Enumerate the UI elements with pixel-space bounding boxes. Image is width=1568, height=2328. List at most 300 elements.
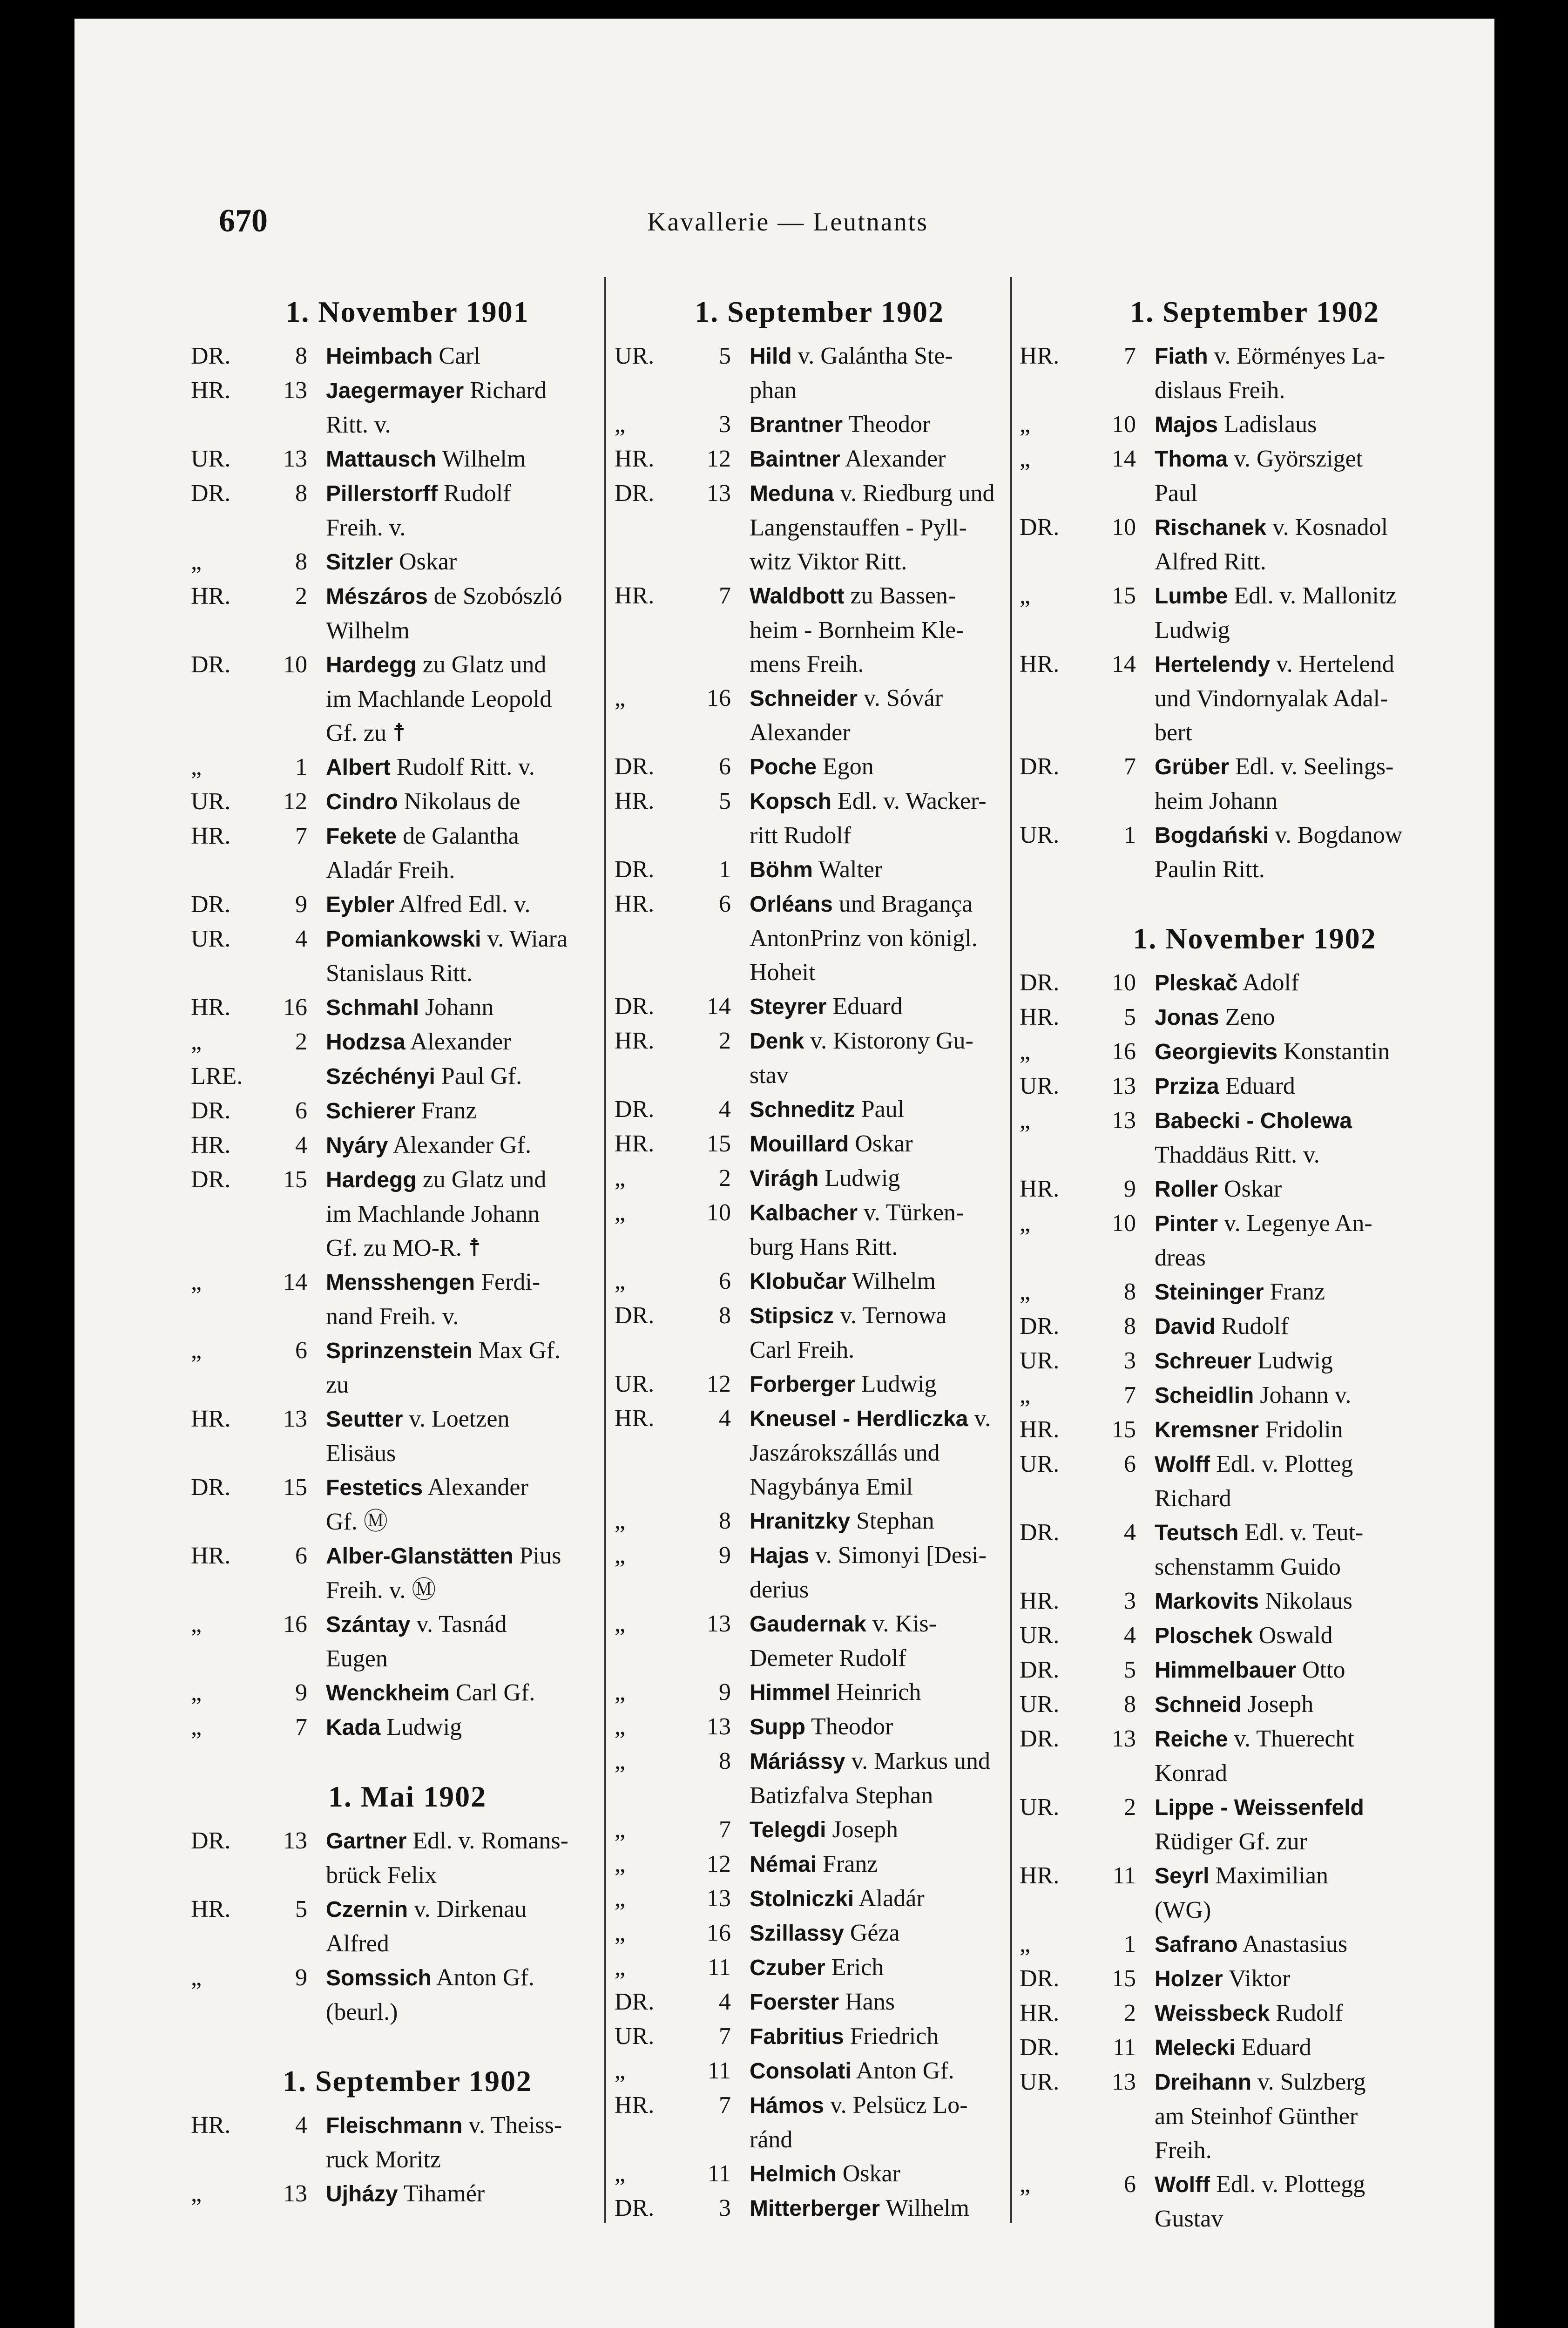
regiment-number: 9	[1124, 1176, 1136, 1202]
regiment-number: 16	[283, 994, 307, 1021]
roster-entry	[1020, 510, 1490, 579]
regiment-type: UR.	[191, 788, 231, 815]
regiment-number: 8	[1124, 1691, 1136, 1718]
surname: Hardegg	[326, 1168, 417, 1192]
regiment-number: 16	[707, 685, 731, 711]
officer-entry-text: Stolniczki Aladár	[750, 1885, 925, 1912]
surname: Grüber	[1155, 755, 1230, 779]
regiment-type: „	[1020, 1279, 1031, 1305]
officer-entry-text: Schneider v. Sóvár Alexander	[750, 685, 943, 746]
regiment-type: DR.	[191, 1474, 231, 1501]
regiment-type: „	[615, 1920, 626, 1946]
regiment-number: 3	[1124, 1347, 1136, 1374]
surname: Mattausch	[326, 447, 437, 472]
officer-entry-text: Wolff Edl. v. Plottegg Gustav	[1155, 2171, 1365, 2232]
officer-entry-text: Holzer Viktor	[1155, 1965, 1291, 1992]
regiment-number: 13	[1112, 1107, 1136, 1134]
officer-entry-text: Mensshengen Ferdi- nand Freih. v.	[326, 1269, 541, 1330]
roster-entry	[615, 2191, 1024, 2226]
roster-entry	[615, 476, 1024, 579]
regiment-type: UR.	[615, 2023, 655, 2050]
surname: Klobučar	[750, 1269, 847, 1294]
regiment-type: HR.	[191, 1406, 231, 1432]
regiment-number: 15	[1112, 582, 1136, 609]
surname: Prziza	[1155, 1074, 1219, 1099]
officer-entry-text: Babecki - Cholewa Thaddäus Ritt. v.	[1155, 1109, 1352, 1168]
regiment-number: 5	[719, 788, 731, 814]
regiment-number: 2	[295, 1029, 307, 1055]
surname: Schreuer	[1155, 1349, 1252, 1374]
regiment-number: 6	[1124, 1451, 1136, 1477]
regiment-number: 14	[707, 993, 731, 1020]
regiment-number: 13	[283, 1827, 307, 1854]
surname: Kalbacher	[750, 1201, 858, 1225]
regiment-type: HR.	[191, 994, 231, 1021]
scanned-page	[74, 19, 1494, 2328]
regiment-number: 9	[295, 1964, 307, 1991]
regiment-number: 9	[295, 1679, 307, 1706]
officer-entry-text: Melecki Eduard	[1155, 2034, 1311, 2061]
officer-entry-text: Wenckheim Carl Gf.	[326, 1679, 535, 1706]
surname: Schneider	[750, 686, 858, 711]
officer-entry-text: Rischanek v. Kosnadol Alfred Ritt.	[1155, 514, 1388, 575]
surname: Himmel	[750, 1680, 831, 1705]
regiment-number: 6	[295, 1543, 307, 1569]
surname: Hodzsa	[326, 1030, 406, 1055]
surname: Hardegg	[326, 653, 417, 677]
officer-entry-text: Böhm Walter	[750, 856, 883, 883]
regiment-number: 9	[719, 1679, 731, 1705]
regiment-type: HR.	[191, 1543, 231, 1569]
regiment-type: DR.	[191, 1166, 231, 1193]
officer-entry-text: Waldbott zu Bassen- heim - Bornheim Kle- mens Freih.	[750, 582, 964, 677]
roster-entry	[191, 1163, 624, 1265]
surname: Ploschek	[1155, 1624, 1253, 1648]
officer-entry-text: Mészáros de Szobószló Wilhelm	[326, 583, 562, 644]
surname: Schneid	[1155, 1692, 1242, 1717]
officer-entry-text: Ploschek Oswald	[1155, 1622, 1333, 1649]
regiment-type: „	[1020, 1038, 1031, 1065]
regiment-number: 13	[1112, 2069, 1136, 2095]
regiment-number: 4	[719, 1405, 731, 1432]
regiment-type: „	[191, 548, 202, 575]
roster-entry	[615, 989, 1024, 1024]
officer-entry-text: Gaudernak v. Kis- Demeter Rudolf	[750, 1611, 937, 1672]
officer-entry-text: Kopsch Edl. v. Wacker- ritt Rudolf	[750, 788, 987, 849]
regiment-number: 5	[295, 1896, 307, 1922]
regiment-number: 7	[1124, 1382, 1136, 1408]
officer-entry-text: Cindro Nikolaus de	[326, 788, 520, 815]
regiment-type: DR.	[1020, 753, 1060, 780]
roster-entry	[191, 1025, 624, 1059]
officer-entry-text: Mattausch Wilhelm	[326, 446, 526, 472]
regiment-type: „	[1020, 446, 1031, 472]
roster-entry	[191, 922, 624, 990]
regiment-number: 7	[295, 823, 307, 849]
date-heading: 1. September 1902	[695, 295, 944, 328]
regiment-type: HR.	[1020, 1004, 1060, 1030]
officer-entry-text: Georgievits Konstantin	[1155, 1038, 1390, 1065]
regiment-type: „	[615, 1199, 626, 1226]
regiment-number: 10	[1112, 969, 1136, 996]
regiment-type: DR.	[1020, 1657, 1060, 1683]
surname: Pinter	[1155, 1211, 1218, 1236]
roster-entry	[191, 545, 624, 579]
date-heading: 1. November 1902	[1133, 922, 1377, 955]
regiment-type: „	[615, 1268, 626, 1294]
roster-entry	[615, 1196, 1024, 1264]
regiment-type: DR.	[615, 1096, 655, 1123]
surname: Seyrl	[1155, 1864, 1210, 1888]
roster-entry	[1020, 1653, 1490, 1687]
regiment-type: HR.	[1020, 651, 1060, 677]
regiment-number: 12	[707, 1371, 731, 1397]
officer-entry-text: Schierer Franz	[326, 1097, 477, 1124]
roster-entry	[615, 1367, 1024, 1401]
regiment-type: HR.	[1020, 1862, 1060, 1889]
surname: Pleskač	[1155, 971, 1238, 995]
surname: Thoma	[1155, 447, 1228, 472]
regiment-number: 4	[1124, 1622, 1136, 1649]
regiment-number: 12	[707, 1851, 731, 1877]
regiment-number: 10	[1112, 1210, 1136, 1237]
roster-entry	[1020, 1378, 1490, 1413]
regiment-type: UR.	[1020, 822, 1060, 848]
roster-entry	[615, 1092, 1024, 1127]
officer-entry-text: Meduna v. Riedburg und Langenstauffen - Pyll- witz Viktor Ritt.	[750, 480, 995, 575]
regiment-type: DR.	[615, 2195, 655, 2221]
roster-entry	[1020, 1035, 1490, 1069]
officer-entry-text: Szillassy Géza	[750, 1920, 900, 1946]
officer-entry-text: Gartner Edl. v. Romans- brück Felix	[326, 1827, 568, 1888]
regiment-type: DR.	[191, 480, 231, 507]
officer-entry-text: Albert Rudolf Ritt. v.	[326, 754, 535, 780]
officer-entry-text: Schreuer Ludwig	[1155, 1347, 1333, 1374]
surname: Mitterberger	[750, 2196, 880, 2221]
officer-entry-text: Consolati Anton Gf.	[750, 2057, 954, 2084]
roster-entry	[1020, 1722, 1490, 1790]
officer-entry-text: Hardegg zu Glatz und im Machlande Leopold Gf. zu ☨	[326, 651, 552, 746]
roster-entry	[191, 785, 624, 819]
regiment-number: 8	[1124, 1279, 1136, 1305]
officer-entry-text: Weissbeck Rudolf	[1155, 2000, 1343, 2026]
surname: Roller	[1155, 1177, 1218, 1202]
officer-entry-text: Schneid Joseph	[1155, 1691, 1314, 1718]
surname: Pomiankowski	[326, 927, 481, 952]
regiment-type: UR.	[1020, 1347, 1060, 1374]
roster-entry	[191, 1710, 624, 1745]
roster-entry	[191, 1470, 624, 1539]
surname: Holzer	[1155, 1967, 1223, 1991]
regiment-number: 7	[719, 582, 731, 609]
officer-entry-text: Wolff Edl. v. Plotteg Richard	[1155, 1451, 1353, 1512]
roster-entry	[191, 339, 624, 373]
regiment-type: DR.	[1020, 969, 1060, 996]
surname: Sitzler	[326, 550, 393, 575]
roster-entry	[1020, 818, 1490, 887]
regiment-number: 7	[719, 2092, 731, 2118]
surname: Steyrer	[750, 995, 827, 1019]
surname: Virágh	[750, 1166, 819, 1191]
roster-entry	[1020, 1962, 1490, 1996]
roster-entry	[615, 1161, 1024, 1196]
surname: Waldbott	[750, 584, 845, 609]
regiment-type: UR.	[1020, 1451, 1060, 1477]
surname: Festetics	[326, 1475, 423, 1500]
surname: Kneusel - Herdliczka	[750, 1407, 968, 1431]
roster-entry	[1020, 1618, 1490, 1653]
regiment-number: 4	[719, 1989, 731, 2015]
officer-entry-text: Eybler Alfred Edl. v.	[326, 891, 531, 918]
surname: Orléans	[750, 892, 833, 917]
officer-entry-text: Supp Theodor	[750, 1713, 893, 1740]
officer-entry-text: Hajas v. Simonyi [Desi- derius	[750, 1542, 987, 1603]
roster-entry	[191, 579, 624, 648]
roster-entry	[191, 819, 624, 887]
regiment-type: HR.	[615, 446, 655, 472]
regiment-number: 7	[295, 1714, 307, 1740]
surname: Foerster	[750, 1990, 839, 2015]
surname: Albert	[326, 755, 391, 780]
officer-entry-text: Foerster Hans	[750, 1989, 895, 2015]
officer-entry-text: Virágh Ludwig	[750, 1165, 900, 1191]
officer-entry-text: Kalbacher v. Türken- burg Hans Ritt.	[750, 1199, 964, 1260]
regiment-type: „	[615, 1542, 626, 1569]
surname: Mensshengen	[326, 1270, 475, 1295]
surname: Máriássy	[750, 1749, 845, 1774]
regiment-type: DR.	[191, 651, 231, 678]
regiment-type: HR.	[191, 2112, 231, 2139]
roster-entry	[191, 1539, 624, 1607]
regiment-number: 6	[719, 753, 731, 780]
officer-entry-text: Steininger Franz	[1155, 1279, 1325, 1305]
regiment-type: HR.	[1020, 1588, 1060, 1614]
officer-entry-text: Czernin v. Dirkenau Alfred	[326, 1896, 527, 1957]
regiment-type: HR.	[1020, 343, 1060, 369]
officer-entry-text: Pinter v. Legenye An- dreas	[1155, 1210, 1372, 1271]
surname: Meduna	[750, 481, 834, 506]
regiment-number: 11	[707, 2057, 731, 2084]
roster-entry	[1020, 1103, 1490, 1172]
officer-entry-text: Denk v. Kistorony Gu- stav	[750, 1028, 973, 1089]
officer-entry-text: Seyrl Maximilian (WG)	[1155, 1862, 1329, 1923]
regiment-type: DR.	[615, 1302, 655, 1329]
regiment-number: 13	[283, 377, 307, 404]
officer-entry-text: David Rudolf	[1155, 1313, 1289, 1340]
roster-entry	[615, 339, 1024, 407]
regiment-type: LRE.	[191, 1063, 243, 1090]
roster-entry	[191, 2177, 624, 2211]
surname: David	[1155, 1314, 1216, 1339]
officer-entry-text: Némai Franz	[750, 1851, 878, 1877]
surname: Supp	[750, 1715, 805, 1739]
roster-entry	[191, 1892, 624, 1961]
roster-entry	[191, 648, 624, 750]
regiment-number: 8	[295, 480, 307, 507]
regiment-type: UR.	[615, 1371, 655, 1397]
regiment-number: 9	[295, 891, 307, 918]
surname: Consolati	[750, 2059, 852, 2084]
regiment-type: „	[191, 1337, 202, 1364]
officer-entry-text: Széchényi Paul Gf.	[326, 1063, 522, 1090]
roster-entry	[1020, 1996, 1490, 2030]
regiment-number: 11	[1112, 2034, 1136, 2061]
surname: Denk	[750, 1029, 804, 1054]
regiment-number: 3	[1124, 1588, 1136, 1614]
regiment-number: 13	[707, 1713, 731, 1740]
regiment-number: 3	[719, 2195, 731, 2221]
surname: Hámos	[750, 2093, 825, 2118]
roster-entry	[1020, 407, 1490, 442]
roster-entry	[1020, 1344, 1490, 1378]
roster-entry	[615, 1675, 1024, 1710]
surname: Cindro	[326, 790, 398, 814]
roster-entry	[615, 2054, 1024, 2088]
regiment-type: DR.	[191, 1827, 231, 1854]
regiment-type: HR.	[1020, 1416, 1060, 1443]
surname: Czuber	[750, 1956, 825, 1980]
regiment-number: 8	[719, 1508, 731, 1534]
regiment-number: 13	[707, 480, 731, 507]
officer-entry-text: Safrano Anastasius	[1155, 1931, 1348, 1957]
surname: Scheidlin	[1155, 1383, 1254, 1408]
officer-entry-text: Ujházy Tihamér	[326, 2180, 485, 2207]
officer-entry-text: Hild v. Galántha Ste- phan	[750, 343, 953, 404]
officer-entry-text: Hodzsa Alexander	[326, 1029, 511, 1055]
officer-entry-text: Himmelbauer Otto	[1155, 1657, 1345, 1683]
regiment-number: 14	[1112, 651, 1136, 677]
regiment-number: 8	[295, 548, 307, 575]
surname: Melecki	[1155, 2036, 1236, 2060]
surname: Schmahl	[326, 995, 419, 1020]
regiment-type: HR.	[615, 2092, 655, 2118]
roster-entry	[191, 990, 624, 1025]
officer-entry-text: Kada Ludwig	[326, 1714, 462, 1740]
regiment-type: „	[191, 1714, 202, 1740]
officer-entry-text: Brantner Theodor	[750, 411, 931, 438]
regiment-number: 13	[707, 1611, 731, 1637]
regiment-number: 4	[295, 1132, 307, 1158]
surname: Hajas	[750, 1543, 810, 1568]
roster-entry	[1020, 1859, 1490, 1927]
surname: Nyáry	[326, 1133, 388, 1158]
officer-entry-text: Scheidlin Johann v.	[1155, 1382, 1352, 1408]
regiment-number: 9	[719, 1542, 731, 1569]
officer-entry-text: Orléans und Bragança AntonPrinz von königl. Hoheit	[750, 891, 978, 986]
officer-entry-text: Baintner Alexander	[750, 446, 946, 472]
regiment-number: 6	[719, 1268, 731, 1294]
surname: Georgievits	[1155, 1040, 1278, 1064]
date-heading: 1. September 1902	[1130, 295, 1379, 328]
roster-entry	[1020, 339, 1490, 407]
officer-entry-text: Nyáry Alexander Gf.	[326, 1132, 531, 1158]
regiment-type: UR.	[191, 926, 231, 952]
regiment-type: HR.	[191, 583, 231, 609]
roster-entry	[615, 407, 1024, 442]
regiment-type: DR.	[1020, 1519, 1060, 1546]
roster-entry	[191, 373, 624, 442]
officer-entry-text: Grüber Edl. v. Seelings- heim Johann	[1155, 753, 1394, 814]
regiment-number: 4	[295, 926, 307, 952]
surname: Mouillard	[750, 1132, 849, 1157]
roster-entry	[615, 853, 1024, 887]
surname: Kopsch	[750, 789, 832, 814]
regiment-number: 13	[1112, 1726, 1136, 1752]
regiment-number: 4	[1124, 1519, 1136, 1546]
regiment-type: „	[615, 1165, 626, 1191]
officer-entry-text: Klobučar Wilhelm	[750, 1268, 936, 1294]
regiment-number: 2	[1124, 2000, 1136, 2026]
regiment-type: DR.	[615, 856, 655, 883]
regiment-type: „	[615, 1713, 626, 1740]
surname: Lippe - Weissenfeld	[1155, 1795, 1364, 1820]
regiment-type: „	[615, 1508, 626, 1534]
surname: Reiche	[1155, 1727, 1228, 1752]
roster-entry	[615, 2088, 1024, 2157]
roster-entry	[1020, 1069, 1490, 1103]
column-2	[615, 293, 1024, 2226]
roster-entry	[1020, 750, 1490, 818]
regiment-type: HR.	[191, 1132, 231, 1158]
surname: Forberger	[750, 1372, 855, 1397]
surname: Eybler	[326, 893, 394, 917]
roster-entry	[1020, 1309, 1490, 1344]
surname: Himmelbauer	[1155, 1658, 1297, 1683]
surname: Széchényi	[326, 1064, 435, 1089]
regiment-type: „	[615, 1954, 626, 1981]
regiment-type: UR.	[615, 343, 655, 369]
officer-entry-text: Stipsicz v. Ternowa Carl Freih.	[750, 1302, 947, 1363]
regiment-type: „	[1020, 411, 1031, 438]
roster-entry	[191, 1961, 624, 2029]
roster-entry	[615, 887, 1024, 989]
officer-entry-text: Steyrer Eduard	[750, 993, 903, 1020]
regiment-number: 8	[719, 1748, 731, 1774]
officer-entry-text: Majos Ladislaus	[1155, 411, 1317, 438]
officer-entry-text: Schmahl Johann	[326, 994, 494, 1021]
regiment-number: 10	[1112, 411, 1136, 438]
roster-entry	[1020, 647, 1490, 750]
regiment-type: HR.	[615, 891, 655, 917]
roster-entry	[191, 887, 624, 922]
page-number: 670	[219, 203, 268, 239]
surname: Wolff	[1155, 1452, 1210, 1477]
regiment-number: 10	[283, 651, 307, 678]
surname: Somssich	[326, 1966, 432, 1990]
regiment-type: DR.	[191, 891, 231, 918]
regiment-number: 6	[295, 1337, 307, 1364]
regiment-number: 13	[283, 1406, 307, 1432]
surname: Szántay	[326, 1612, 411, 1637]
regiment-type: UR.	[1020, 1073, 1060, 1099]
regiment-number: 15	[707, 1130, 731, 1157]
officer-entry-text: Jonas Zeno	[1155, 1004, 1275, 1030]
surname: Stipsicz	[750, 1304, 834, 1328]
regiment-number: 13	[707, 1885, 731, 1912]
regiment-number: 16	[283, 1611, 307, 1638]
regiment-type: DR.	[1020, 2034, 1060, 2061]
officer-entry-text: Hranitzky Stephan	[750, 1508, 934, 1534]
roster-entry	[1020, 966, 1490, 1000]
surname: Rischanek	[1155, 515, 1267, 540]
roster-entry	[615, 1401, 1024, 1504]
regiment-number: 1	[1124, 1931, 1136, 1957]
roster-entry	[615, 442, 1024, 476]
roster-entry	[1020, 1687, 1490, 1722]
officer-entry-text: Poche Egon	[750, 753, 874, 780]
surname: Majos	[1155, 413, 1218, 437]
regiment-type: HR.	[615, 1028, 655, 1054]
